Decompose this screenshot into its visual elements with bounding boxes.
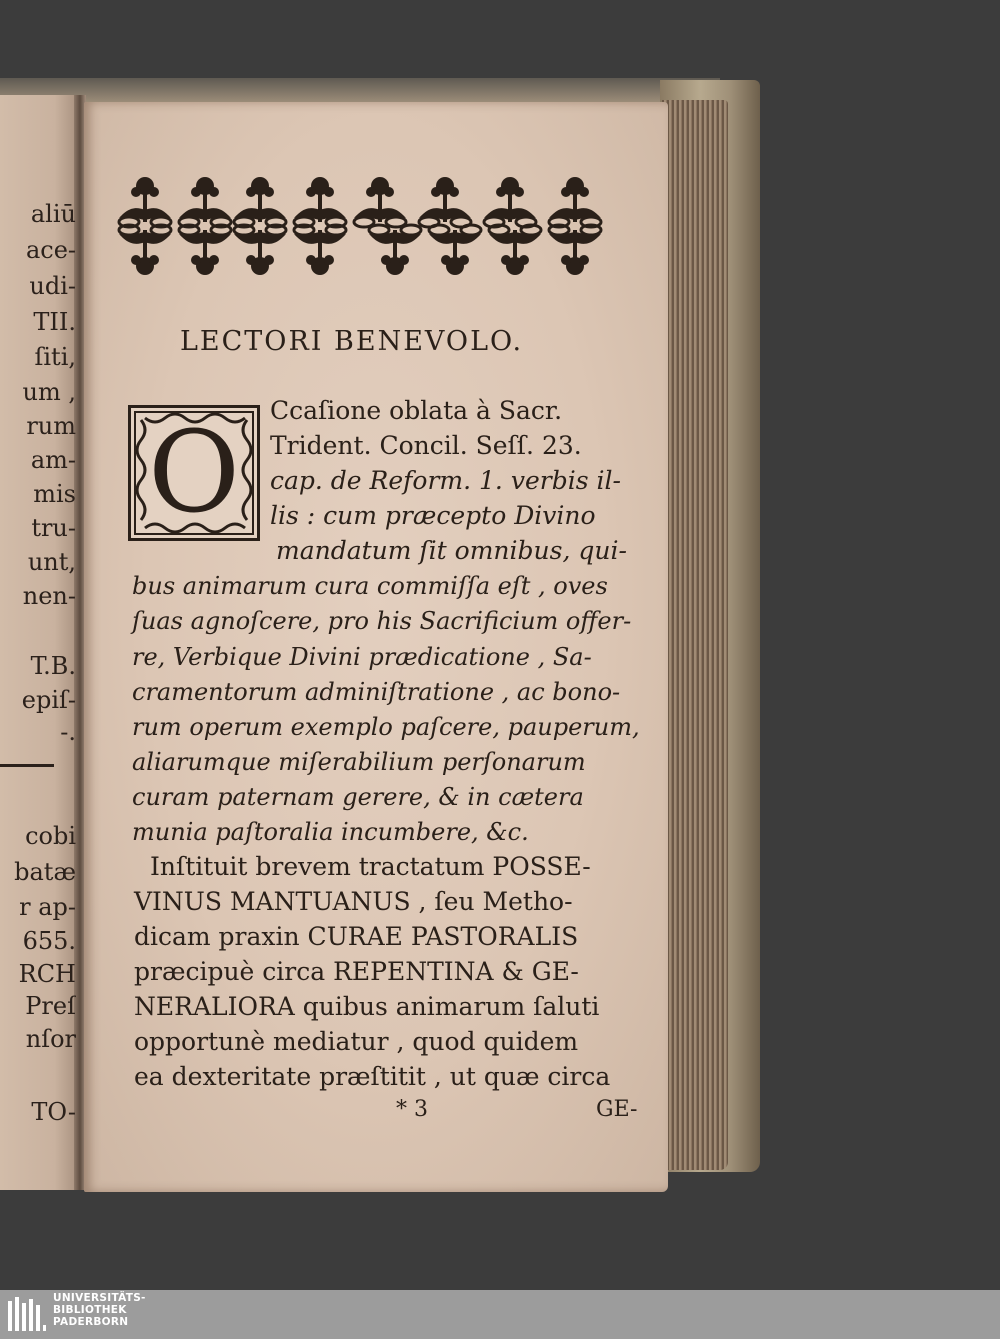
- decorated-initial: [128, 405, 260, 541]
- library-logo-icon: [6, 1295, 46, 1335]
- library-name: [53, 1292, 146, 1328]
- text-line: re, Verbique Divini prædicatione , Sa-: [132, 643, 592, 671]
- book-top-edge: [0, 78, 720, 102]
- library-name-line: PADERBORN: [53, 1316, 129, 1328]
- left-fragment: T.B.: [30, 652, 76, 680]
- signature-mark: * 3: [396, 1097, 428, 1122]
- text-line: munia paſtoralia incumbere, &c.: [132, 818, 529, 846]
- left-fragment: mis: [33, 480, 76, 508]
- left-rule: [0, 764, 54, 767]
- left-fragment: r ap-: [19, 893, 76, 921]
- text-line: cramentorum adminiſtratione , ac bono-: [132, 678, 621, 706]
- left-fragment: 655.: [22, 927, 76, 955]
- library-name-line: BIBLIOTHEK: [53, 1304, 127, 1316]
- left-fragment: nen-: [22, 582, 76, 610]
- text-line: VINUS MANTUANUS , ſeu Metho-: [134, 887, 573, 916]
- library-name-line: UNIVERSITÄTS-: [53, 1292, 146, 1304]
- page-heading: LECTORI BENEVOLO.: [180, 326, 524, 357]
- text-line: ſuas agnoſcere, pro his Sacrificium offer-: [132, 607, 632, 635]
- text-line: Inſtituit brevem tractatum POSSE-: [150, 852, 591, 881]
- page-edges: [662, 100, 728, 1170]
- left-fragment: TII.: [33, 308, 76, 336]
- text-line: NERALIORA quibus animarum ſaluti: [134, 992, 600, 1021]
- left-fragment: TO-: [31, 1098, 76, 1126]
- ornament-headpiece: [110, 150, 620, 290]
- text-line: cap. de Reform. 1. verbis il-: [270, 466, 621, 495]
- text-line: præcipuè circa REPENTINA & GE-: [134, 957, 579, 986]
- left-fragment: nſor: [25, 1025, 76, 1053]
- left-fragment: udi-: [29, 272, 76, 300]
- left-fragment: epiſ-: [21, 686, 76, 714]
- left-fragment: ace-: [25, 236, 76, 264]
- left-fragment: ſiti,: [34, 343, 76, 371]
- text-line: opportunè mediatur , quod quidem: [134, 1027, 579, 1056]
- left-fragment: unt,: [27, 548, 76, 576]
- text-line: ea dexteritate præſtitit , ut quæ circa: [134, 1062, 611, 1091]
- left-fragment: am-: [30, 446, 76, 474]
- text-line: aliarumque miſerabilium perſonarum: [132, 748, 586, 776]
- left-fragment: cobi: [25, 822, 76, 850]
- text-line: dicam praxin CURAE PASTORALIS: [134, 922, 579, 951]
- left-fragment: batæ: [14, 858, 76, 886]
- left-fragment: Preſ: [25, 992, 76, 1020]
- text-line: Ccaſione oblata à Sacr.: [270, 396, 563, 425]
- footer-bar: [0, 1290, 1000, 1339]
- text-line: curam paternam gerere, & in cætera: [132, 783, 584, 811]
- text-line: rum operum exemplo paſcere, pauperum,: [132, 713, 640, 741]
- text-line: Trident. Concil. Seſſ. 23.: [270, 431, 582, 460]
- left-fragment: aliū: [30, 200, 76, 228]
- left-fragment: tru-: [31, 514, 76, 542]
- catchword: GE-: [596, 1097, 638, 1122]
- left-fragment: rum: [26, 412, 76, 440]
- left-fragment: um ,: [22, 378, 76, 406]
- left-fragment: RCH: [18, 960, 76, 988]
- left-fragment: -.: [60, 718, 76, 746]
- text-line: mandatum ſit omnibus, qui-: [276, 536, 627, 565]
- text-line: lis : cum præcepto Divino: [270, 501, 596, 530]
- text-line: bus animarum cura commiſſa eſt , oves: [132, 572, 608, 600]
- initial-letter: O: [148, 408, 240, 538]
